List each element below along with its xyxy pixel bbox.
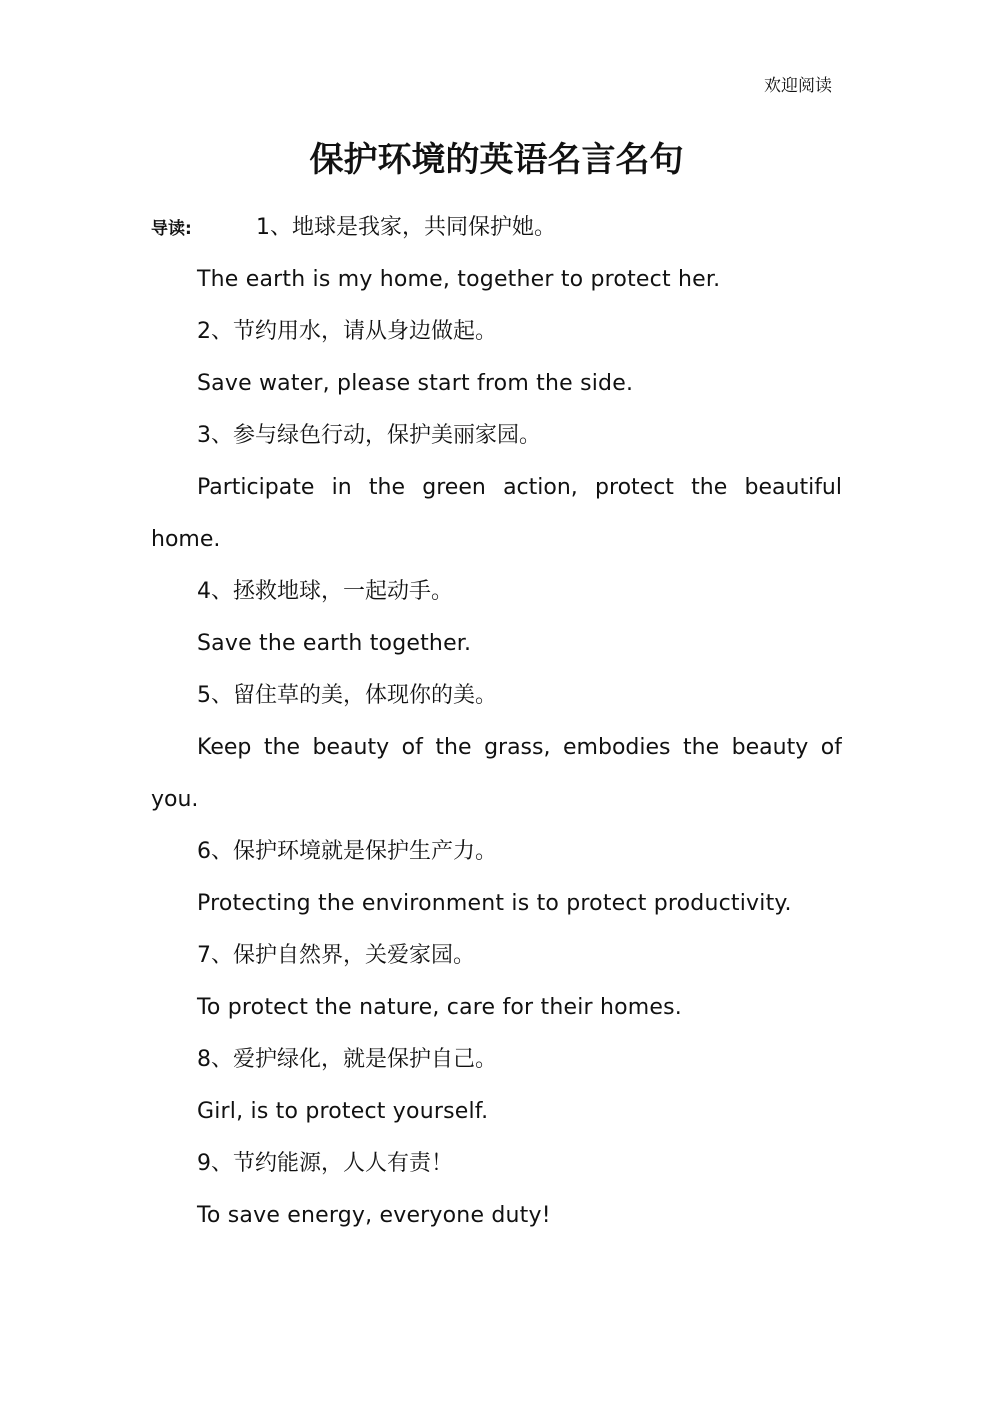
- quote-1-chinese: 1、地球是我家，共同保护她。: [256, 215, 556, 240]
- page-title: 保护环境的英语名言名句: [309, 140, 684, 180]
- quote-4-chinese: 4、拯救地球，一起动手。: [197, 579, 453, 604]
- quote-5-english-line-1: Keep the beauty of the grass, embodies the beauty of: [197, 735, 842, 760]
- quote-6-chinese: 6、保护环境就是保护生产力。: [197, 839, 497, 864]
- quote-2-chinese: 2、节约用水，请从身边做起。: [197, 319, 497, 344]
- quote-3-english-line-1: Participate in the green action, protect the beautiful: [197, 475, 842, 500]
- quote-8-english: Girl, is to protect yourself.: [197, 1099, 489, 1124]
- quote-2-english: Save water, please start from the side.: [197, 371, 634, 396]
- quote-3-english-line-2: home.: [151, 527, 221, 552]
- intro-line: [151, 202, 842, 254]
- intro-label: 导读:: [151, 219, 192, 239]
- quote-6-english: Protecting the environment is to protect productivity.: [197, 891, 792, 916]
- header-welcome-text: 欢迎阅读: [764, 76, 832, 96]
- quote-7-chinese: 7、保护自然界，关爱家园。: [197, 943, 475, 968]
- quote-8-chinese: 8、爱护绿化，就是保护自己。: [197, 1047, 497, 1072]
- quote-7-english: To protect the nature, care for their homes.: [197, 995, 682, 1020]
- quote-5-chinese: 5、留住草的美，体现你的美。: [197, 683, 497, 708]
- quote-9-english: To save energy, everyone duty!: [197, 1203, 551, 1228]
- quote-1-english: The earth is my home, together to protect her.: [197, 267, 721, 292]
- quote-3-chinese: 3、参与绿色行动，保护美丽家园。: [197, 423, 541, 448]
- quote-9-chinese: 9、节约能源，人人有责！: [197, 1151, 453, 1176]
- quote-4-english: Save the earth together.: [197, 631, 472, 656]
- document-body: [151, 202, 842, 1242]
- quote-5-english-line-2: you.: [151, 787, 199, 812]
